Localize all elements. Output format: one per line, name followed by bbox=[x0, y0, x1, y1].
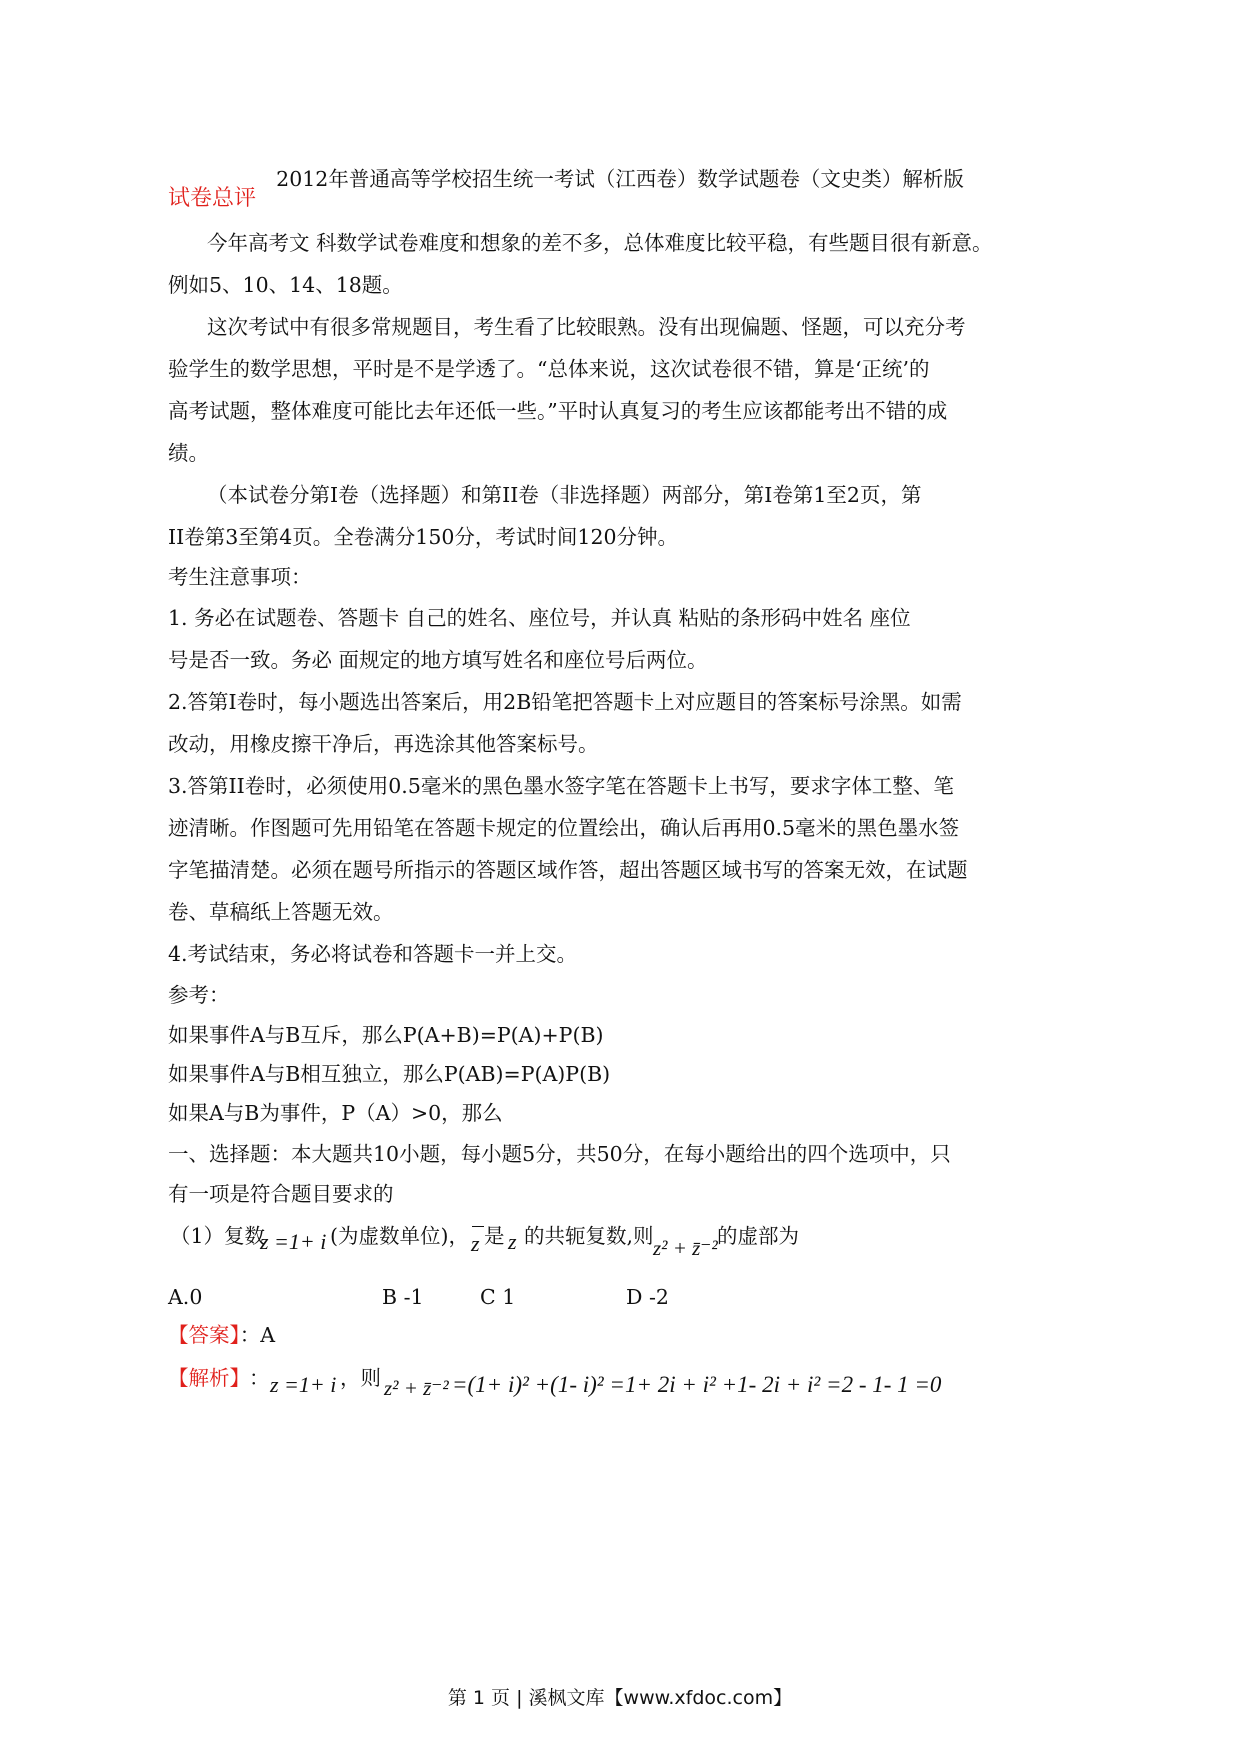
paragraph-line: 今年高考文 科数学试卷难度和想象的差不多，总体难度比较平稳，有些题目很有新意。 bbox=[207, 231, 993, 255]
note-line: 改动，用橡皮擦干净后，再选涂其他答案标号。 bbox=[168, 732, 599, 756]
analysis-label: 【解析】 bbox=[168, 1366, 250, 1390]
question-text: 的共轭复数,则 bbox=[524, 1224, 654, 1248]
option-d: D -2 bbox=[626, 1285, 669, 1309]
section-line: 一、选择题：本大题共10小题，每小题5分，共50分，在每小题给出的四个选项中，只 bbox=[168, 1142, 951, 1166]
notes-heading: 考生注意事项： bbox=[168, 565, 312, 589]
reference-line: 如果事件A与B互斥，那么P(A+B)=P(A)+P(B) bbox=[168, 1023, 604, 1047]
reference-line: 如果事件A与B相互独立，那么P(AB)=P(A)P(B) bbox=[168, 1062, 611, 1086]
z-conjugate bbox=[471, 1226, 484, 1257]
note-line: 4.考试结束，务必将试卷和答题卡一并上交。 bbox=[168, 942, 578, 966]
note-line: 3.答第II卷时，必须使用0.5毫米的黑色墨水签字笔在答题卡上书写，要求字体工整、笔 bbox=[168, 774, 954, 798]
math-z-equation: z =1+ i bbox=[260, 1229, 327, 1254]
analysis-lhs: z² + z̄⁻² bbox=[384, 1376, 449, 1400]
option-c: C 1 bbox=[480, 1285, 516, 1309]
analysis-z-equation: z =1+ i bbox=[270, 1372, 337, 1397]
page-footer: 第 1 页 | 溪枫文库【www.xfdoc.com】 bbox=[447, 1687, 793, 1709]
paragraph-line: II卷第3至第4页。全卷满分150分，考试时间120分钟。 bbox=[168, 525, 679, 549]
note-line: 1. 务必在试题卷、答题卡 自己的姓名、座位号，并认真 粘贴的条形码中姓名 座位 bbox=[168, 606, 911, 630]
section-heading: 试卷总评 bbox=[168, 186, 257, 211]
analysis-then: ，则 bbox=[340, 1366, 381, 1390]
analysis-expression: =(1+ i)² +(1- i)² =1+ 2i + i² +1- 2i + i² =2 - 1- 1 =0 bbox=[452, 1372, 942, 1397]
note-line: 号是否一致。务必 面规定的地方填写姓名和座位号后两位。 bbox=[168, 648, 708, 672]
paragraph-line: （本试卷分第I卷（选择题）和第II卷（非选择题）两部分，第I卷第1至2页，第 bbox=[207, 483, 922, 507]
answer-value: ：A bbox=[239, 1323, 276, 1347]
option-a: A.0 bbox=[168, 1285, 203, 1309]
question-prefix: （1）复数 bbox=[170, 1224, 266, 1248]
note-line: 2.答第I卷时，每小题选出答案后，用2B铅笔把答题卡上对应题目的答案标号涂黑。如需 bbox=[168, 690, 962, 714]
question-text: 是 bbox=[484, 1224, 505, 1248]
paragraph-line: 验学生的数学思想，平时是不是学透了。“总体来说，这次试卷很不错，算是‘正统’的 bbox=[168, 357, 930, 381]
paragraph-line: 例如5、10、14、18题。 bbox=[168, 273, 403, 297]
note-line: 迹清晰。作图题可先用铅笔在答题卡规定的位置绘出，确认后再用0.5毫米的黑色墨水签 bbox=[168, 816, 960, 840]
paragraph-line: 高考试题，整体难度可能比去年还低一些。”平时认真复习的考生应该都能考出不错的成 bbox=[168, 399, 948, 423]
question-text: (为虚数单位)， bbox=[330, 1224, 469, 1248]
section-line: 有一项是符合题目要求的 bbox=[168, 1182, 394, 1206]
document-title: 2012年普通高等学校招生统一考试（江西卷）数学试题卷（文史类）解析版 bbox=[276, 167, 964, 191]
paragraph-line: 绩。 bbox=[168, 441, 209, 465]
answer-label: 【答案】 bbox=[168, 1323, 240, 1347]
option-b: B -1 bbox=[382, 1285, 424, 1309]
math-expression: z² + z̄⁻² bbox=[653, 1236, 718, 1260]
z-conjugate-letter: z bbox=[471, 1231, 480, 1256]
reference-heading: 参考： bbox=[168, 983, 230, 1007]
paragraph-line: 这次考试中有很多常规题目，考生看了比较眼熟。没有出现偏题、怪题，可以充分考 bbox=[207, 315, 966, 339]
question-text: 的虚部为 bbox=[717, 1224, 799, 1248]
reference-line: 如果A与B为事件，P（A）>0，那么 bbox=[168, 1101, 503, 1125]
note-line: 字笔描清楚。必须在题号所指示的答题区域作答，超出答题区域书写的答案无效，在试题 bbox=[168, 858, 968, 882]
analysis-colon: ： bbox=[249, 1366, 270, 1390]
math-z: z bbox=[508, 1229, 517, 1254]
note-line: 卷、草稿纸上答题无效。 bbox=[168, 900, 394, 924]
answer-line bbox=[168, 1322, 275, 1348]
